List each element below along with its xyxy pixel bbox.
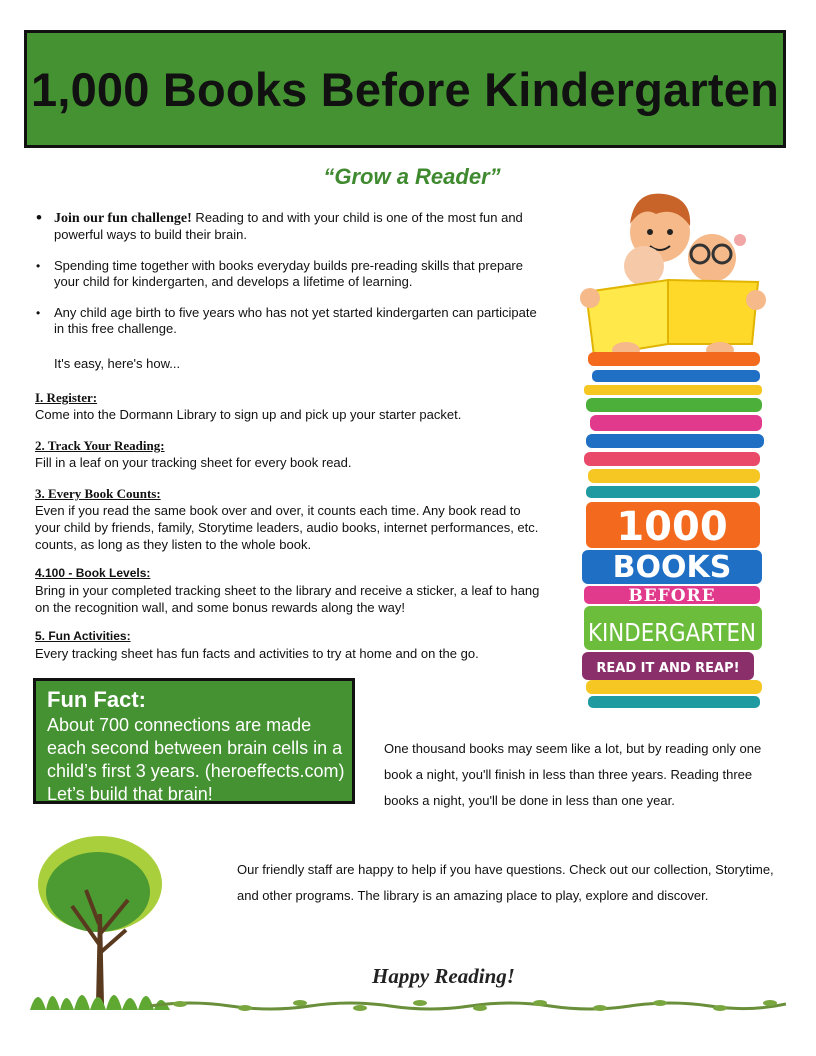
baby-face-icon [624,246,664,286]
vine-border-icon [150,996,786,1014]
step-text: Come into the Dormann Library to sign up and pick up your starter packet. [35,407,462,422]
step-title: 3. Every Book Counts: [35,486,161,501]
fun-fact-box [33,678,355,804]
step-register [35,389,545,423]
step-text: Fill in a leaf on your tracking sheet for every book read. [35,455,352,470]
staff-paragraph: Our friendly staff are happy to help if you have questions. Check out our collection, Storytime, and other programs. The library is an amazing place to play, explore and discover. [237,862,774,903]
fun-fact-title: Fun Fact: [47,687,146,712]
page-title: 1,000 Books Before Kindergarten [31,62,779,116]
list-item [30,210,540,243]
list-item [30,258,540,290]
step-every-book [35,485,545,553]
step-title: I. Register: [35,390,98,405]
logo-1000: 1000 [616,504,728,550]
intro-list [30,210,540,352]
step-track [35,437,545,471]
bullet-text: Reading to and with your child is one of the most fun and powerful ways to build their brain. [54,210,523,242]
thousand-books-paragraph: One thousand books may seem like a lot, but by reading only one book a night, you'll finish in less than three years. Reading three books a night, you'll be done in less than one year. [384,741,762,808]
logo-kindergarten: KINDERGARTEN [588,618,756,647]
bullet-lead: Join our fun challenge! [54,211,192,226]
step-text: Bring in your completed tracking sheet to the library and receive a sticker, a leaf to hang on the recognition wall, and some bonus rewards along the way! [35,583,540,615]
step-title: 5. Fun Activities: [35,629,131,643]
how-to-intro: It's easy, here's how... [54,356,181,371]
step-title: 4.100 - Book Levels: [35,566,151,580]
fun-fact-text: About 700 connections are made each second between brain cells in a child’s first 3 years. (heroeffects.com) Let’s build that brain! [47,715,345,804]
bullet-text: Spending time together with books everyday builds pre-reading skills that prepare your child for kindergarten, and develops a lifetime of learning. [54,258,523,289]
logo-books: BOOKS [612,550,732,585]
title-banner [24,30,786,148]
list-item [30,305,540,337]
logo-tagline: READ IT AND REAP! [596,661,740,676]
bullet-text: Any child age birth to five years who has not yet started kindergarten can participate in this free challenge. [54,305,537,336]
step-text: Even if you read the same book over and over, it counts each time. Any book read to your child by friends, family, Storytime leaders, audio books, internet performances, etc. counts, as long as they listen to the whole book. [35,503,539,552]
tagline-text: “Grow a Reader” [323,164,501,189]
step-levels [35,565,545,616]
step-activities [35,628,545,662]
step-text: Every tracking sheet has fun facts and activities to try at home and on the go. [35,646,479,661]
logo-before: BEFORE [628,586,716,606]
signoff: Happy Reading! [372,964,515,988]
step-title: 2. Track Your Reading: [35,438,165,453]
books-logo-illustration [572,184,772,712]
tree-icon [30,834,170,1014]
